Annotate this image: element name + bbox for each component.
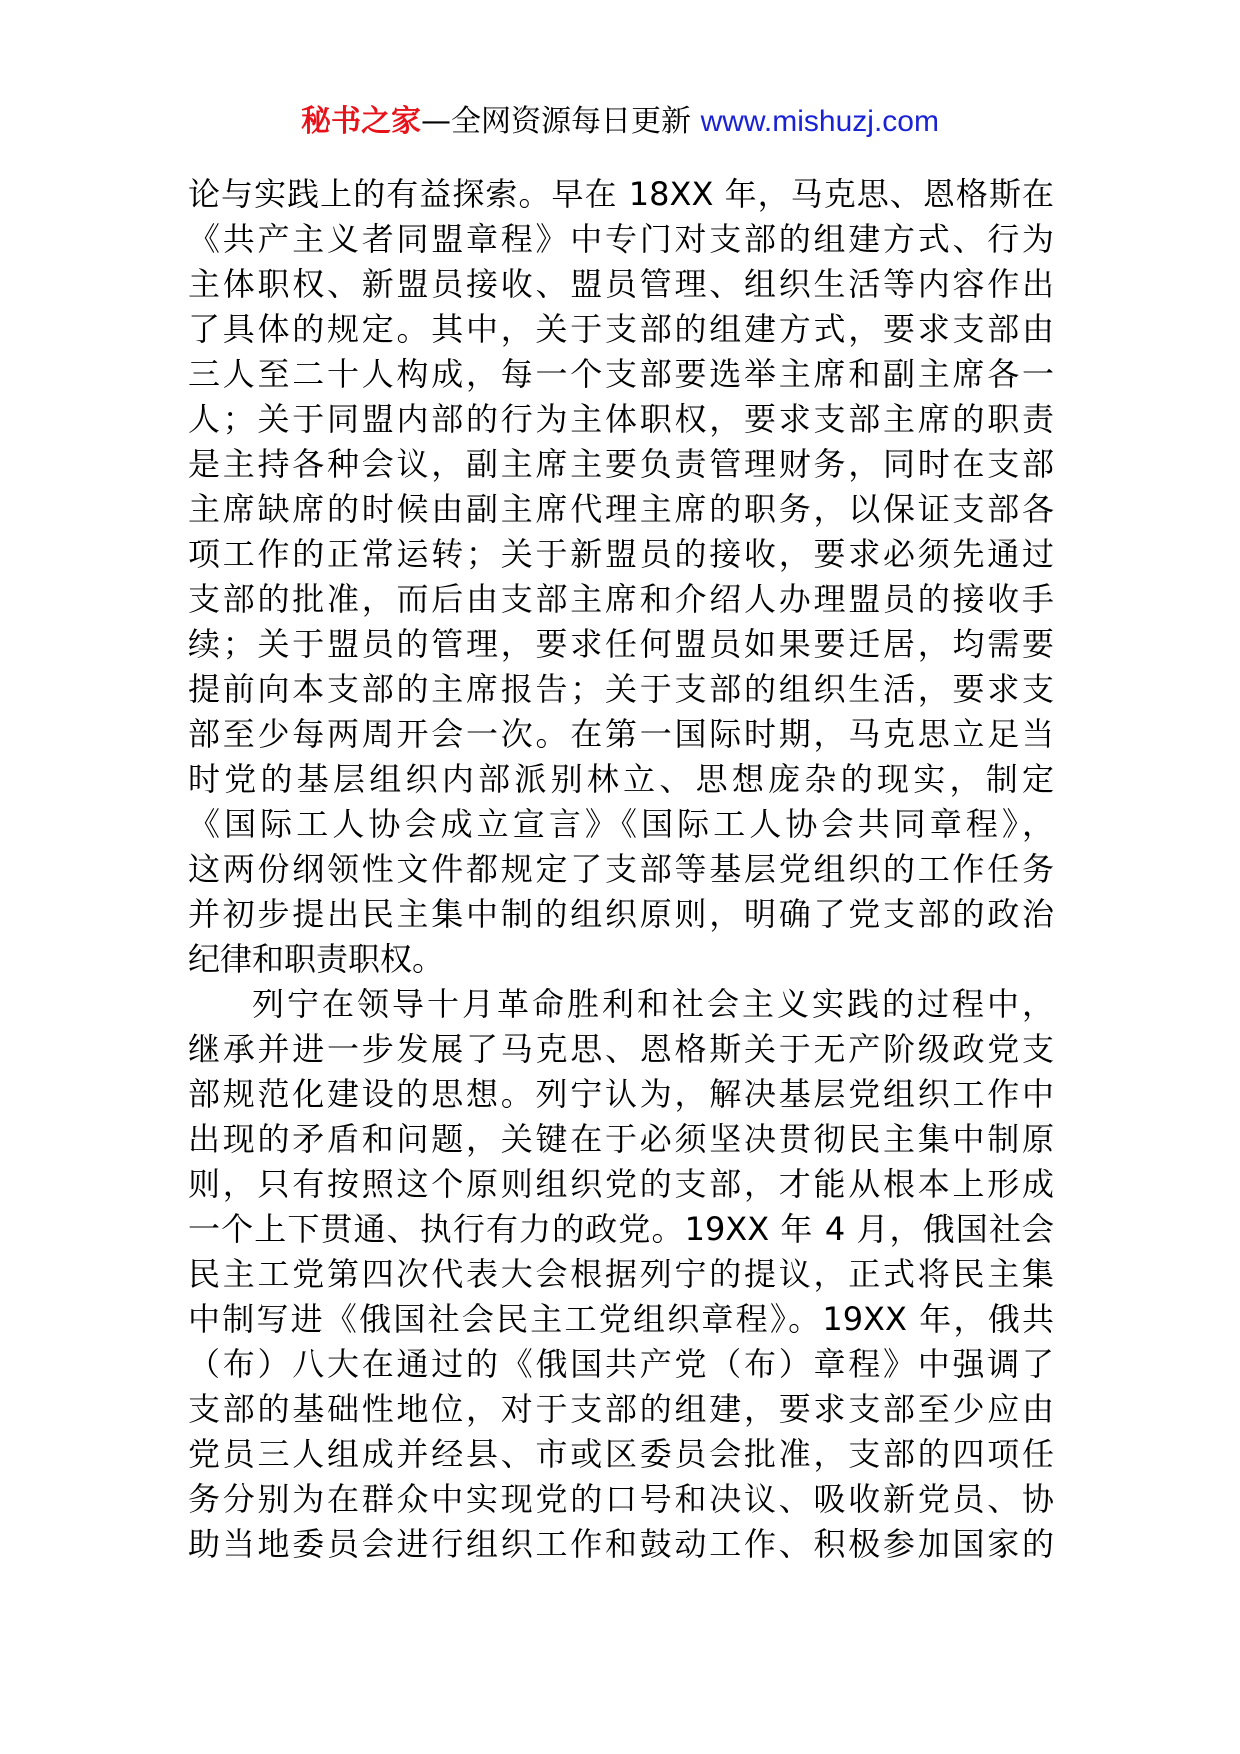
text-line: 则，只有按照这个原则组织党的支部，才能从根本上形成 (188, 1165, 1054, 1203)
text-line: 助当地委员会进行组织工作和鼓动工作、积极参加国家的 (188, 1525, 1054, 1563)
text-line: 项工作的正常运转；关于新盟员的接收，要求必须先通过 (188, 535, 1054, 573)
text-line: 这两份纲领性文件都规定了支部等基层党组织的工作任务 (188, 850, 1054, 888)
text-line: 纪律和职责职权。 (188, 940, 445, 978)
text-line: 时党的基层组织内部派别林立、思想庞杂的现实，制定 (188, 760, 1054, 798)
site-url-link[interactable]: www.mishuzj.com (700, 105, 939, 138)
text-line: 《国际工人协会成立宣言》《国际工人协会共同章程》， (188, 805, 1054, 843)
text-line: 一个上下贯通、执行有力的政党。19XX 年 4 月，俄国社会 (188, 1210, 1054, 1248)
text-line: 部至少每两周开会一次。在第一国际时期，马克思立足当 (188, 715, 1054, 753)
text-line: 支部的批准，而后由支部主席和介绍人办理盟员的接收手 (188, 580, 1054, 618)
paragraph-2 (188, 982, 1054, 1567)
text-line: 主体职权、新盟员接收、盟员管理、组织生活等内容作出 (188, 265, 1054, 303)
text-line: 务分别为在群众中实现党的口号和决议、吸收新党员、协 (188, 1480, 1054, 1518)
text-line: 支部的基础性地位，对于支部的组建，要求支部至少应由 (188, 1390, 1054, 1428)
text-line: 是主持各种会议，副主席主要负责管理财务，同时在支部 (188, 445, 1054, 483)
text-line: 出现的矛盾和问题，关键在于必须坚决贯彻民主集中制原 (188, 1120, 1054, 1158)
text-line: 继承并进一步发展了马克思、恩格斯关于无产阶级政党支 (188, 1030, 1054, 1068)
document-body (188, 172, 1054, 1567)
text-line: 部规范化建设的思想。列宁认为，解决基层党组织工作中 (188, 1075, 1054, 1113)
text-line: 主席缺席的时候由副主席代理主席的职务，以保证支部各 (188, 490, 1054, 528)
text-line: 三人至二十人构成，每一个支部要选举主席和副主席各一 (188, 355, 1054, 393)
text-line: 列宁在领导十月革命胜利和社会主义实践的过程中， (252, 985, 1054, 1023)
text-line: 中制写进《俄国社会民主工党组织章程》。19XX 年，俄共 (188, 1300, 1054, 1338)
text-line: 民主工党第四次代表大会根据列宁的提议，正式将民主集 (188, 1255, 1054, 1293)
text-line: 续；关于盟员的管理，要求任何盟员如果要迁居，均需要 (188, 625, 1054, 663)
header-tagline: —全网资源每日更新 (421, 104, 692, 139)
text-line: 《共产主义者同盟章程》中专门对支部的组建方式、行为 (188, 220, 1054, 258)
text-line: 提前向本支部的主席报告；关于支部的组织生活，要求支 (188, 670, 1054, 708)
text-line: 论与实践上的有益探索。早在 18XX 年，马克思、恩格斯在 (188, 175, 1054, 213)
text-line: 党员三人组成并经县、市或区委员会批准，支部的四项任 (188, 1435, 1054, 1473)
brand-name: 秘书之家 (301, 104, 422, 139)
page-header (0, 100, 1240, 144)
text-line: （布）八大在通过的《俄国共产党（布）章程》中强调了 (188, 1345, 1054, 1383)
text-line: 了具体的规定。其中，关于支部的组建方式，要求支部由 (188, 310, 1054, 348)
text-line: 人；关于同盟内部的行为主体职权，要求支部主席的职责 (188, 400, 1054, 438)
paragraph-1 (188, 172, 1054, 982)
text-line: 并初步提出民主集中制的组织原则，明确了党支部的政治 (188, 895, 1054, 933)
